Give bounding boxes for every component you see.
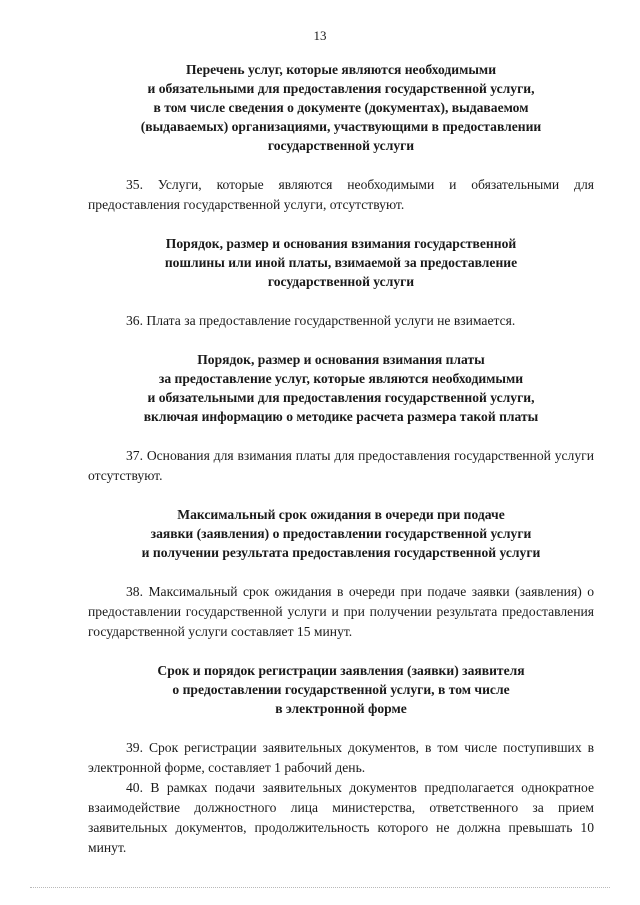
- heading-line: за предоставление услуг, которые являются необходимыми: [158, 371, 524, 386]
- heading-line: Порядок, размер и основания взимания государственной: [165, 236, 517, 251]
- section-state-fee: [88, 234, 594, 350]
- heading-line: и получении результата предоставления государственной услуги: [141, 545, 541, 560]
- heading-line: Срок и порядок регистрации заявления (заявки) заявителя: [157, 663, 525, 678]
- page-number: 13: [313, 28, 327, 43]
- section-queue-time: [88, 505, 594, 661]
- heading-line: о предоставлении государственной услуги, в том числе: [172, 682, 510, 697]
- heading-line: Порядок, размер и основания взимания платы: [197, 352, 485, 367]
- heading-line: государственной услуги: [267, 138, 415, 153]
- paragraph-38: 38. Максимальный срок ожидания в очереди при подаче заявки (заявления) о предоставлении государственной услуги и при получении результата предоставления государственной услуги составляет 15 минут.: [88, 584, 594, 639]
- section-heading: [88, 350, 594, 426]
- section-heading: [88, 60, 594, 155]
- document-body: [88, 60, 594, 858]
- heading-line: и обязательными для предоставления государственной услуги,: [147, 390, 535, 405]
- heading-line: государственной услуги: [267, 274, 415, 289]
- heading-line: пошлины или иной платы, взимаемой за предоставление: [164, 255, 518, 270]
- scan-artifact-line: [30, 883, 610, 888]
- section-heading: [88, 234, 594, 291]
- paragraph-36: 36. Плата за предоставление государственной услуги не взимается.: [126, 313, 516, 328]
- section-heading: [88, 505, 594, 562]
- paragraph-40: 40. В рамках подачи заявительных документов предполагается однократное взаимодействие должностного лица министерства, ответственного за прием заявительных документов, продолжительность которого не должна превышать 10 минут.: [88, 780, 594, 855]
- section-registration: [88, 661, 594, 858]
- heading-line: в том числе сведения о документе (документах), выдаваемом: [153, 100, 529, 115]
- heading-line: Максимальный срок ожидания в очереди при подаче: [177, 507, 505, 522]
- section-heading: [88, 661, 594, 718]
- section-services-list: [88, 60, 594, 234]
- heading-line: включая информацию о методике расчета размера такой платы: [143, 409, 539, 424]
- heading-line: Перечень услуг, которые являются необходимыми: [185, 62, 497, 77]
- paragraph-39: 39. Срок регистрации заявительных документов, в том числе поступивших в электронной форме, составляет 1 рабочий день.: [88, 740, 594, 775]
- heading-line: в электронной форме: [275, 701, 407, 716]
- paragraph-35: 35. Услуги, которые являются необходимыми и обязательными для предоставления государственной услуги, отсутствуют.: [88, 177, 594, 212]
- heading-line: (выдаваемых) организациями, участвующими в предоставлении: [140, 119, 542, 134]
- section-fee-for-services: [88, 350, 594, 505]
- heading-line: и обязательными для предоставления государственной услуги,: [147, 81, 535, 96]
- paragraph-37: 37. Основания для взимания платы для предоставления государственной услуги отсутствуют.: [88, 448, 594, 483]
- heading-line: заявки (заявления) о предоставлении государственной услуги: [150, 526, 532, 541]
